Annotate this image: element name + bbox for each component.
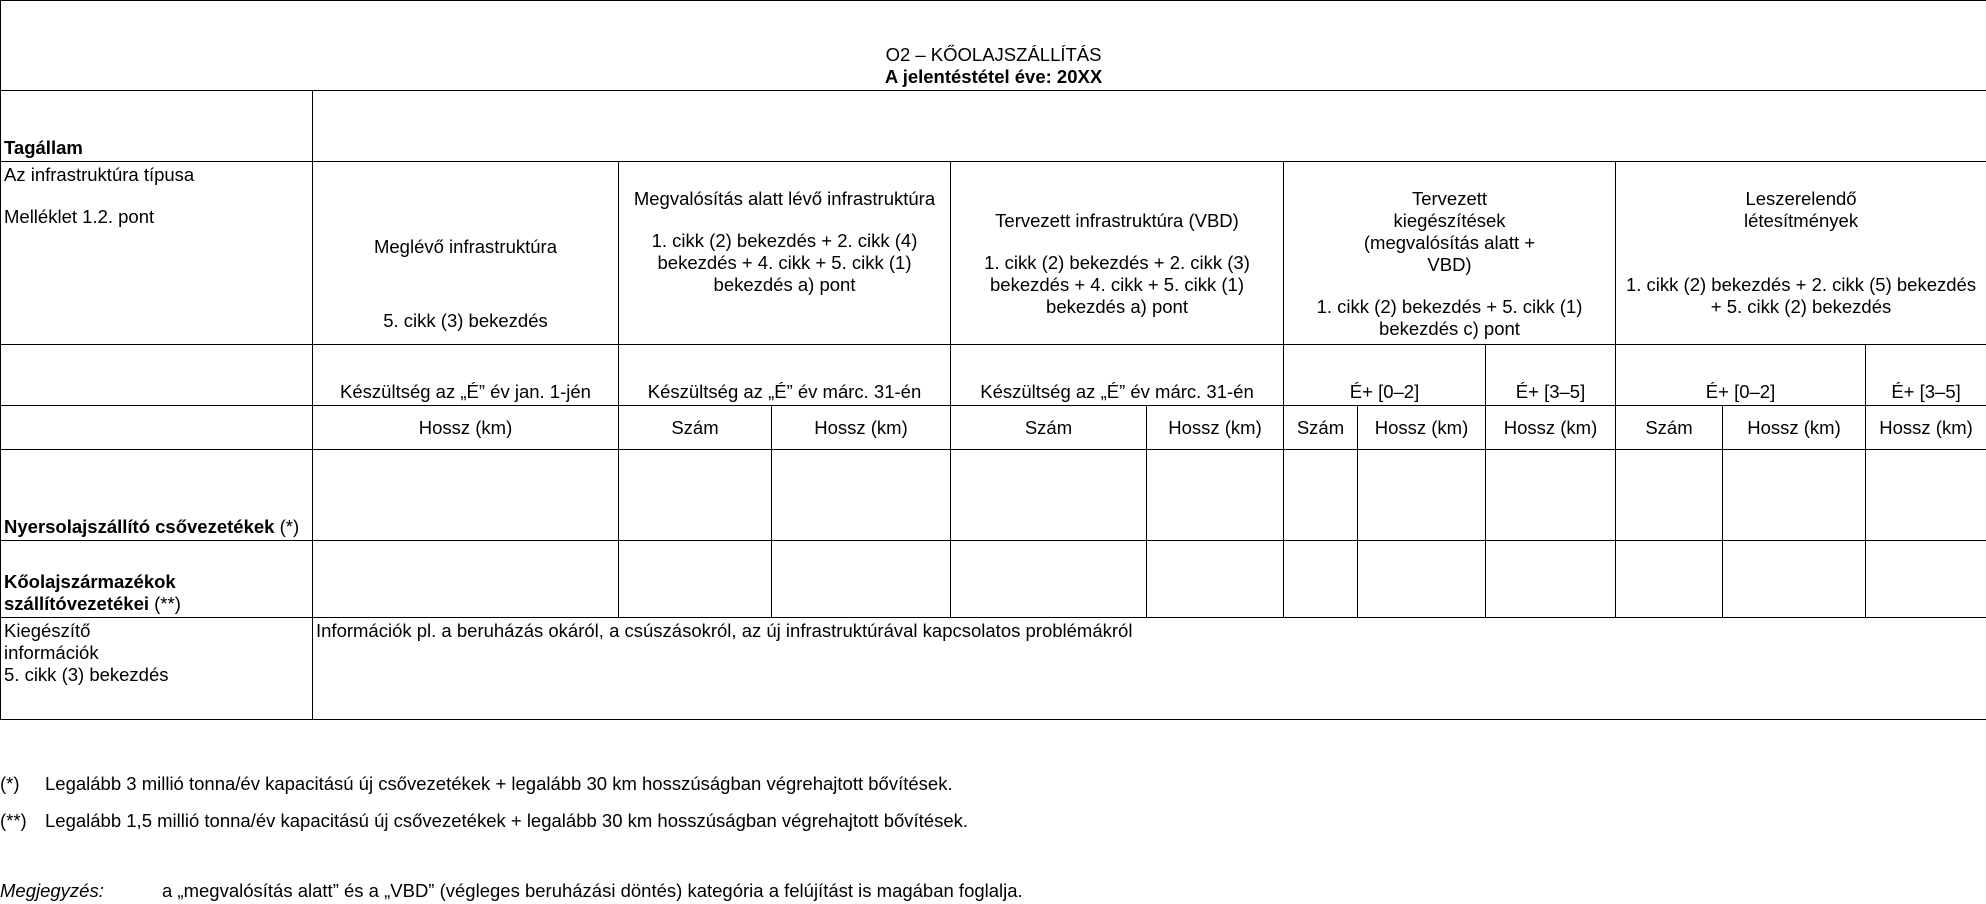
footnote-2-mark: (**) (0, 810, 27, 831)
unit-count: Szám (619, 406, 772, 450)
period-row-blank (1, 345, 313, 406)
data-cell[interactable] (1866, 541, 1986, 618)
unit-count: Szám (1616, 406, 1723, 450)
data-cell[interactable] (1723, 450, 1866, 541)
unit-length: Hossz (km) (313, 406, 619, 450)
unit-length: Hossz (km) (1723, 406, 1866, 450)
category-decommissioning-ref: 1. cikk (2) bekezdés + 2. cikk (5) bekezdés + 5. cikk (2) bekezdés (1625, 274, 1977, 317)
category-existing-name: Meglévő infrastruktúra (373, 236, 558, 257)
category-planned-additions (1284, 162, 1616, 345)
note-label: Megjegyzés: (0, 880, 104, 901)
unit-count: Szám (1284, 406, 1358, 450)
category-planned-additions-name: Tervezett kiegészítések (megvalósítás alatt + VBD) (1363, 188, 1536, 275)
crude-oil-footnote-mark: (*) (274, 516, 300, 537)
row-label-crude-oil-pipelines (1, 450, 313, 541)
period-decommission-3-5: É+ [3–5] (1866, 345, 1986, 406)
row-label-oil-product-pipelines (1, 541, 313, 618)
unit-length: Hossz (km) (1358, 406, 1486, 450)
note-text: a „megvalósítás alatt” és a „VBD” (végleges beruházási döntés) kategória a felújítást is magában foglalja. (162, 880, 1023, 901)
data-cell[interactable] (951, 450, 1147, 541)
data-cell[interactable] (1284, 450, 1358, 541)
category-existing-ref: 5. cikk (3) bekezdés (383, 310, 548, 331)
category-planned-fid-name: Tervezett infrastruktúra (VBD) (995, 210, 1239, 231)
category-planned-additions-ref: 1. cikk (2) bekezdés + 5. cikk (1) bekezdés c) pont (1316, 296, 1583, 339)
additional-info-text: Információk pl. a beruházás okáról, a csúszásokról, az új infrastruktúrával kapcsolatos problémákról (313, 618, 1986, 720)
data-cell[interactable] (619, 541, 772, 618)
category-existing (313, 162, 619, 345)
footnote-2 (0, 810, 968, 832)
data-cell[interactable] (1486, 450, 1616, 541)
category-planned-fid (951, 162, 1284, 345)
data-cell[interactable] (1616, 450, 1723, 541)
data-cell[interactable] (1358, 450, 1486, 541)
oil-products-footnote-mark: (**) (149, 593, 181, 614)
footnote-1 (0, 773, 953, 795)
infra-type-cell (1, 162, 313, 345)
unit-count: Szám (951, 406, 1147, 450)
annex-ref-label: Melléklet 1.2. pont (4, 206, 155, 227)
category-planned-fid-ref: 1. cikk (2) bekezdés + 2. cikk (3) bekezdés + 4. cikk + 5. cikk (1) bekezdés a) pont (984, 252, 1250, 317)
footnote-2-text: Legalább 1,5 millió tonna/év kapacitású új csővezetékek + legalább 30 km hosszúságban végrehajtott bővítések. (45, 810, 969, 831)
report-title-cell (1, 1, 1986, 91)
data-cell[interactable] (1147, 450, 1284, 541)
reporting-year: A jelentéstétel éve: 20XX (884, 66, 1103, 87)
category-under-construction-ref: 1. cikk (2) bekezdés + 2. cikk (4) bekezdés + 4. cikk + 5. cikk (1) bekezdés a) pont (651, 230, 918, 295)
category-under-construction (619, 162, 951, 345)
data-cell[interactable] (1358, 541, 1486, 618)
additional-info-label-cell (1, 618, 313, 720)
note (0, 880, 1023, 902)
category-decommissioning-name: Leszerelendő létesítmények (1743, 188, 1859, 231)
oil-products-label: Kőolajszármazékok szállítóvezetékei (4, 571, 176, 614)
data-cell[interactable] (313, 541, 619, 618)
period-additions-0-2: É+ [0–2] (1284, 345, 1486, 406)
unit-length: Hossz (km) (772, 406, 951, 450)
footnote-1-mark: (*) (0, 773, 20, 794)
period-existing: Készültség az „É” év jan. 1-jén (313, 345, 619, 406)
unit-length: Hossz (km) (1486, 406, 1616, 450)
footnote-1-text: Legalább 3 millió tonna/év kapacitású új csővezetékek + legalább 30 km hosszúságban végrehajtott bővítések. (45, 773, 953, 794)
data-cell[interactable] (772, 450, 951, 541)
member-state-label: Tagállam (1, 91, 313, 162)
data-cell[interactable] (1284, 541, 1358, 618)
infra-type-label: Az infrastruktúra típusa (4, 164, 195, 185)
data-cell[interactable] (772, 541, 951, 618)
data-cell[interactable] (619, 450, 772, 541)
unit-length: Hossz (km) (1866, 406, 1986, 450)
data-cell[interactable] (951, 541, 1147, 618)
category-under-construction-name: Megvalósítás alatt lévő infrastruktúra (633, 188, 936, 209)
period-planned-fid: Készültség az „É” év márc. 31-én (951, 345, 1284, 406)
data-cell[interactable] (1147, 541, 1284, 618)
report-title: O2 – KŐOLAJSZÁLLÍTÁS (885, 44, 1102, 65)
crude-oil-label: Nyersolajszállító csővezetékek (4, 516, 275, 537)
additional-info-ref: 5. cikk (3) bekezdés (4, 664, 169, 685)
data-cell[interactable] (313, 450, 619, 541)
data-cell[interactable] (1486, 541, 1616, 618)
unit-length: Hossz (km) (1147, 406, 1284, 450)
units-row-blank (1, 406, 313, 450)
additional-info-label: Kiegészítő információk (4, 620, 99, 663)
data-cell[interactable] (1866, 450, 1986, 541)
data-cell[interactable] (1723, 541, 1866, 618)
data-cell[interactable] (1616, 541, 1723, 618)
member-state-value-cell (313, 91, 1986, 162)
period-under-construction: Készültség az „É” év márc. 31-én (619, 345, 951, 406)
period-additions-3-5: É+ [3–5] (1486, 345, 1616, 406)
period-decommission-0-2: É+ [0–2] (1616, 345, 1866, 406)
category-decommissioning (1616, 162, 1986, 345)
